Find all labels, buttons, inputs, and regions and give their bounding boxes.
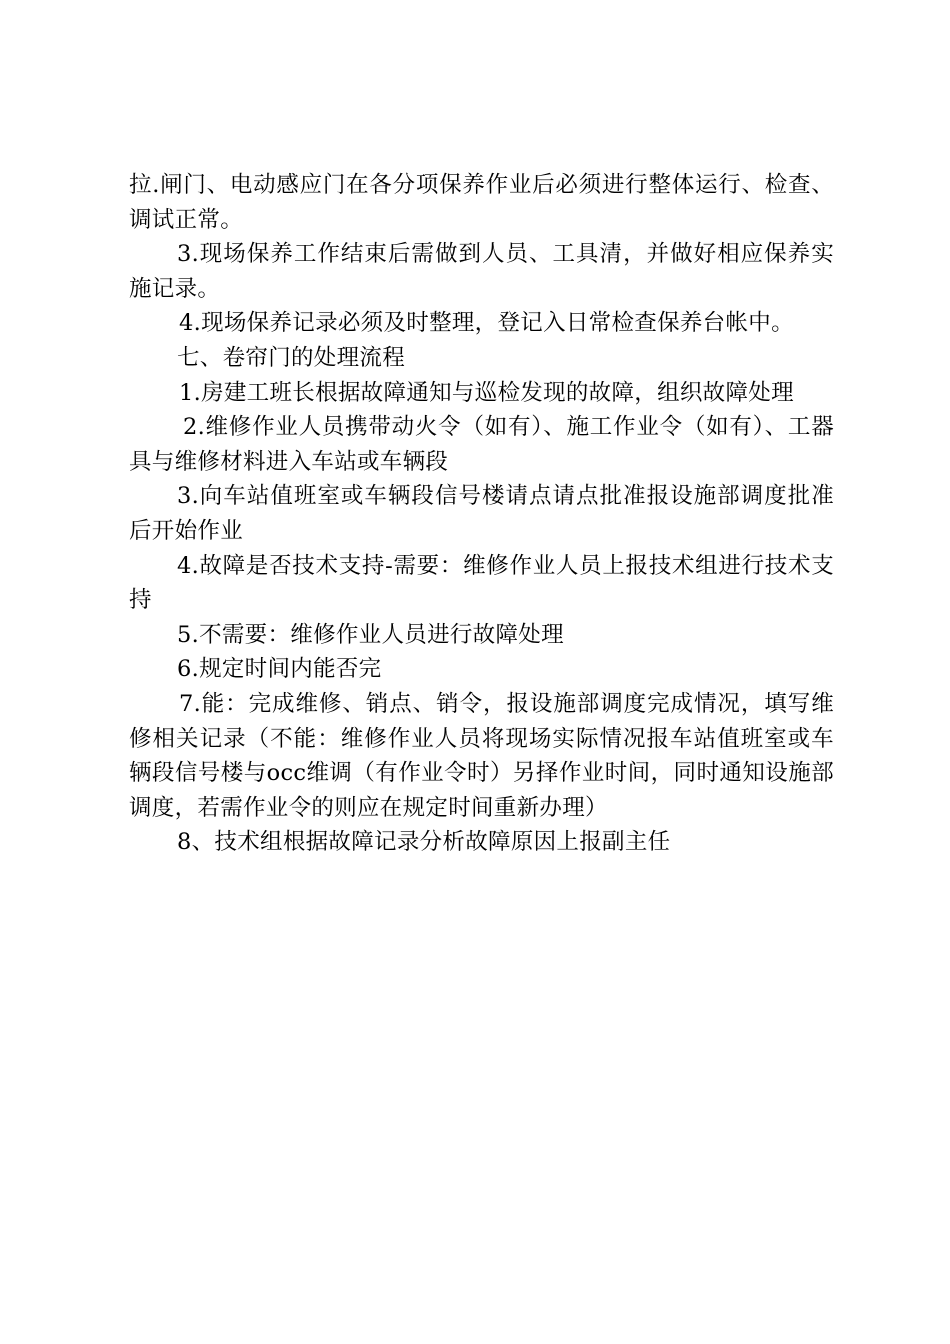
paragraph-step-6: 6.规定时间内能否完 xyxy=(177,656,382,683)
paragraph-step-2: 2.维修作业人员携带动火令（如有）、施工作业令（如有）、工器具与维修材料进入车站或车辆段 xyxy=(129,414,834,475)
paragraph-step-7: 7.能：完成维修、销点、销令，报设施部调度完成情况，填写维修相关记录（不能：维修作业人员将现场实际情况报车站值班室或车辆段信号楼与occ维调（有作业令时）另择作业时间，同时通知设施部调度，若需作业令的则应在规定时间重新办理） xyxy=(129,690,834,821)
paragraph-maintenance-check: 拉.闸门、电动感应门在各分项保养作业后必须进行整体运行、检查、调试正常。 xyxy=(129,172,834,233)
paragraph-step-8: 8、技术组根据故障记录分析故障原因上报副主任 xyxy=(177,829,671,856)
paragraph-record-keeping: 4.现场保养记录必须及时整理，登记入日常检查保养台帐中。 xyxy=(179,310,794,337)
paragraph-site-cleanup: 3.现场保养工作结束后需做到人员、工具清，并做好相应保养实施记录。 xyxy=(129,241,834,302)
document-body xyxy=(129,168,834,860)
paragraph-step-4: 4.故障是否技术支持-需要：维修作业人员上报技术组进行技术支持 xyxy=(129,552,834,614)
section-heading-rolling-door-process: 七、卷帘门的处理流程 xyxy=(177,344,406,371)
paragraph-step-1: 1.房建工班长根据故障通知与巡检发现的故障，组织故障处理 xyxy=(179,379,794,406)
paragraph-step-5: 5.不需要：维修作业人员进行故障处理 xyxy=(177,621,564,648)
paragraph-step-3: 3.向车站值班室或车辆段信号楼请点请点批准报设施部调度批准后开始作业 xyxy=(129,483,834,544)
